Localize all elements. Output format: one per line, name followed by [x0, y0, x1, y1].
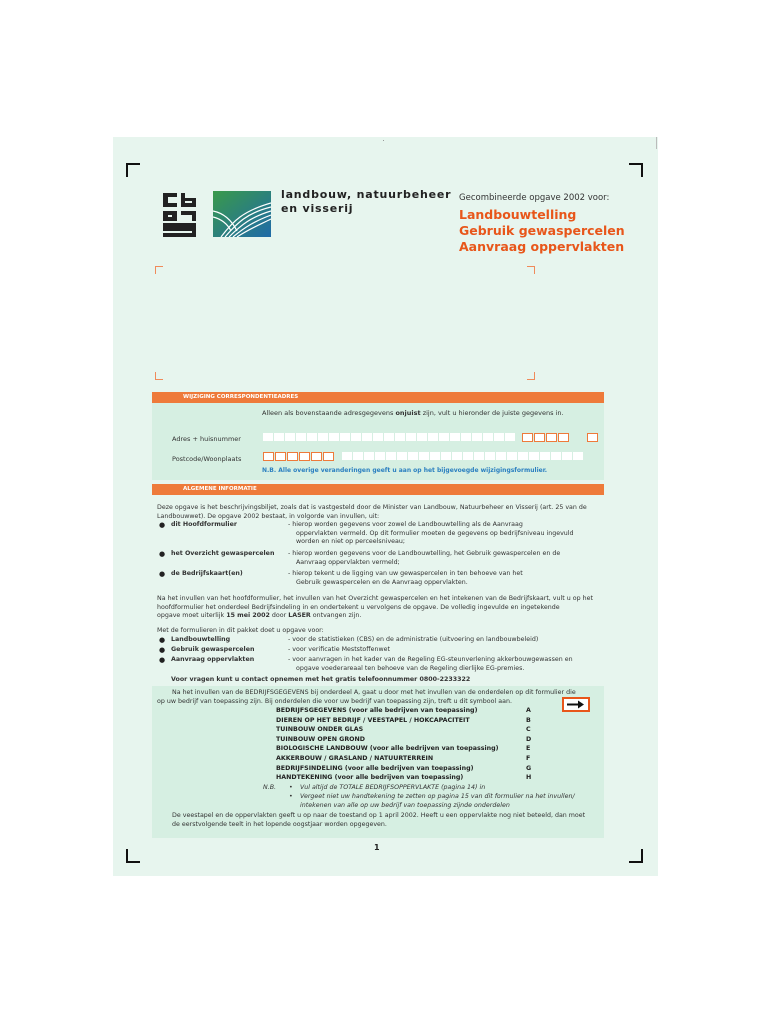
general-paragraph-3: Met de formulieren in dit pakket doet u opgave voor: [157, 627, 324, 634]
label-address: Adres + huisnummer [172, 435, 241, 443]
item-overzicht: het Overzicht gewaspercelen [171, 550, 275, 557]
use-gebruik-desc: - voor verificatie Meststoffenwet [288, 646, 390, 653]
part-letter: H [526, 774, 532, 782]
item-bedrijfskaart-desc-2: Gebruik gewaspercelen en de Aanvraag oppervlakten. [296, 578, 468, 586]
deadline-pre: opgave moet uiterlijk [157, 612, 227, 620]
part-text: DIEREN OP HET BEDRIJF / VEESTAPEL / HOKCAPACITEIT [276, 716, 470, 724]
part-text: BIOLOGISCHE LANDBOUW (voor alle bedrijven van toepassing) [276, 745, 499, 753]
part-h [263, 774, 532, 783]
part-f [263, 755, 531, 764]
ministry-name [281, 188, 451, 216]
bullet: ● [159, 550, 166, 558]
address-intro-bold: onjuist [395, 409, 421, 417]
part-c [263, 726, 531, 735]
part-letter: F [526, 755, 531, 762]
item-hoofdformulier-desc-2: oppervlakten vermeld. Op dit formulier moeten de gegevens op bedrijfsniveau ingevuld [296, 529, 574, 537]
applicable-arrow-icon [562, 697, 590, 712]
deadline-laser: LASER [288, 612, 311, 620]
combined-label: Gecombineerde opgave 2002 voor: [459, 193, 610, 203]
crop-mark-top-left [126, 163, 140, 177]
item-bedrijfskaart: de Bedrijfskaart(en) [171, 570, 243, 577]
part-letter: D [526, 735, 532, 743]
address-window-corner-br [527, 372, 535, 380]
general-paragraph-2: Na het invullen van het hoofdformulier, het invullen van het Overzicht gewaspercelen en het intekenen van de Bedrijfskaart, vult u op het hoofdformulier het onderdeel Bedrijfsindeling in en ondertekent u vervolgens de opgave. De volledig ingevulde en ingetekende [157, 595, 593, 611]
house-number-field[interactable] [522, 433, 569, 442]
part-g [263, 764, 532, 774]
form-titles [459, 207, 625, 255]
address-intro-pre: Alleen als bovenstaande adresgegevens [262, 409, 396, 417]
bullet: ● [159, 521, 166, 529]
contact-line: Voor vragen kunt u contact opnemen met het gratis telefoonnummer 0800-2233322 [171, 676, 471, 683]
title-landbouwtelling: Landbouwtelling [459, 207, 577, 222]
part-letter: B [526, 716, 531, 724]
nb-line-3-text: intekenen van alle op uw bedrijf van toepassing zijnde onderdelen [300, 802, 510, 809]
deadline-line [157, 612, 361, 621]
nb-line-2 [300, 793, 575, 802]
part-a [263, 707, 531, 716]
use-landbouwtelling-desc: - voor de statistieken (CBS) en de administratie (uitvoering en landbouwbeleid) [288, 636, 539, 643]
ministry-name-line2: en visserij [281, 202, 354, 215]
title-gebruik: Gebruik gewaspercelen [459, 223, 625, 238]
address-note: N.B. Alle overige veranderingen geeft u aan op het bijgevoegde wijzigingsformulier. [262, 467, 548, 474]
item-hoofdformulier: dit Hoofdformulier [171, 521, 237, 528]
bullet: ● [159, 570, 166, 578]
footer-line-2: de eerstvolgende teelt in het lopende oogstjaar worden opgegeven. [172, 821, 387, 828]
bullet: ● [159, 646, 166, 654]
part-letter: A [526, 707, 531, 714]
footer-line-1: De veestapel en de oppervlakten geeft u op naar de toestand op 1 april 2002. Heeft u een oppervlakte nog niet beteeld, dan moet [172, 812, 586, 819]
crop-mark-bottom-right [629, 849, 643, 863]
item-hoofdformulier-desc-3: worden en niet op perceelsniveau; [296, 538, 406, 546]
bullet: ● [159, 636, 166, 644]
section-bar-address [152, 392, 604, 403]
address-field[interactable] [263, 433, 515, 441]
address-window-corner-tl [155, 266, 163, 274]
title-aanvraag: Aanvraag oppervlakten [459, 239, 625, 254]
postcode-field[interactable] [263, 452, 334, 461]
nb-label [263, 784, 276, 793]
part-letter: E [526, 745, 531, 753]
address-intro [262, 409, 564, 417]
general-paragraph-1: Deze opgave is het beschrijvingsbiljet, zoals dat is vastgesteld door de Minister van Landbouw, Natuurbeheer en Visserij (art. 25 van de Landbouwwet). De opgave 2002 bestaat, in volgorde van invullen, uit: [157, 504, 587, 520]
deadline-mid: door [269, 612, 289, 620]
city-field[interactable] [342, 452, 583, 460]
section-bar-general [152, 484, 604, 495]
instructions-intro-1: Na het invullen van de BEDRIJFSGEGEVENS bij onderdeel A, gaat u door met het invullen van de onderdelen op dit formulier die [172, 689, 576, 696]
nb-text: N.B. [263, 784, 277, 791]
part-text: BEDRIJFSGEGEVENS (voor alle bedrijven van toepassing) [276, 707, 478, 714]
cbs-logo [163, 193, 197, 237]
part-letter: C [526, 726, 531, 734]
nb-line-2-text: Vergeet niet uw handtekening te zetten op pagina 15 van dit formulier na het invullen/ [300, 793, 575, 800]
bullet: ● [159, 656, 166, 664]
part-text: BEDRIJFSINDELING (voor alle bedrijven van toepassing) [276, 764, 474, 772]
item-overzicht-desc-1: - hierop worden gegevens voor de Landbouwtelling, het Gebruik gewaspercelen en de [288, 550, 561, 557]
address-window-corner-bl [155, 372, 163, 380]
page-tick [383, 140, 384, 141]
crop-mark-top-right [629, 163, 643, 177]
deadline-post: ontvangen zijn. [310, 612, 362, 620]
lnv-logo [213, 191, 271, 237]
nb-bullet-2: • [289, 793, 293, 800]
house-number-suffix-field[interactable] [587, 433, 598, 442]
item-hoofdformulier-desc-1: - hierop worden gegevens voor zowel de Landbouwtelling als de Aanvraag [288, 521, 523, 528]
address-intro-post: zijn, vult u hieronder de juiste gegevens in. [420, 409, 564, 417]
use-aanvraag-desc-2: opgave voederareaal ten behoeve van de Regeling dierlijke EG-premies. [296, 665, 525, 672]
section-title-general: ALGEMENE INFORMATIE [183, 486, 257, 492]
section-title-address: WIJZIGING CORRESPONDENTIEADRES [183, 394, 299, 400]
use-aanvraag-desc: - voor aanvragen in het kader van de Regeling EG-steunverlening akkerbouwgewassen en [288, 656, 573, 663]
item-bedrijfskaart-desc-1: - hierop tekent u de ligging van uw gewaspercelen in ten behoeve van het [288, 570, 523, 577]
part-text: AKKERBOUW / GRASLAND / NATUURTERREIN [276, 755, 434, 762]
page-number: 1 [374, 843, 380, 852]
ministry-name-line1: landbouw, natuurbeheer [281, 188, 452, 201]
deadline-date: 15 mei 2002 [226, 612, 270, 620]
nb-bullet-1: • [289, 784, 293, 791]
part-text: TUINBOUW ONDER GLAS [276, 726, 364, 734]
part-letter: G [526, 764, 532, 772]
instructions-intro-2: op uw bedrijf van toepassing zijn. Bij onderdelen die voor uw bedrijf van toepassing zijn, treft u dit symbool aan. [157, 698, 512, 705]
use-landbouwtelling: Landbouwtelling [171, 636, 231, 643]
use-gebruik: Gebruik gewaspercelen [171, 646, 255, 653]
item-overzicht-desc-2: Aanvraag oppervlakten vermeld; [296, 558, 400, 566]
page-edge-line [656, 137, 657, 149]
nb-line-1 [300, 784, 485, 793]
nb-line-3 [300, 802, 510, 811]
label-postcode: Postcode/Woonplaats [172, 455, 242, 463]
part-e [263, 745, 531, 754]
part-d [263, 735, 532, 745]
crop-mark-bottom-left [126, 849, 140, 863]
nb-line-1-text: Vul altijd de TOTALE BEDRIJFSOPPERVLAKTE (pagina 14) in [300, 784, 486, 791]
part-text: HANDTEKENING (voor alle bedrijven van toepassing) [276, 774, 464, 782]
address-window-corner-tr [527, 266, 535, 274]
part-b [263, 716, 531, 726]
use-aanvraag: Aanvraag oppervlakten [171, 656, 255, 663]
part-text: TUINBOUW OPEN GROND [276, 735, 366, 743]
